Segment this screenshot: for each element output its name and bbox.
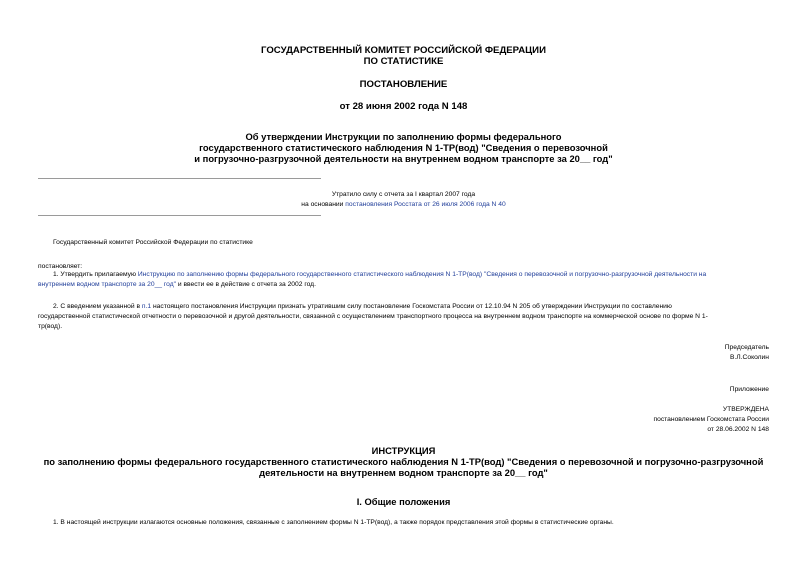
instruction-link-part2[interactable]: внутреннем водном транспорте за 20__ год" bbox=[38, 281, 177, 288]
approved-label: УТВЕРЖДЕНА bbox=[722, 406, 769, 413]
status-note-line2 bbox=[0, 200, 807, 209]
instruction-link-part1[interactable]: Инструкцию по заполнению формы федерального государственного статистического наблюдения N 1-ТР(вод) "Сведения о перевозочной и погрузочно-разгрузочной деятельности на bbox=[137, 271, 707, 278]
item-2-line3: тр(вод). bbox=[38, 323, 63, 330]
agency-name-line2: ПО СТАТИСТИКЕ bbox=[363, 56, 444, 67]
divider-top bbox=[38, 178, 321, 179]
instruction-heading: ИНСТРУКЦИЯ bbox=[371, 445, 436, 456]
issuer-text: Государственный комитет Российской Федерации по статистике bbox=[53, 239, 253, 246]
clause-1-link[interactable]: п.1 bbox=[141, 303, 152, 310]
signature-name: В.Л.Соколин bbox=[729, 354, 769, 361]
item-1 bbox=[38, 270, 770, 290]
item-1-line2 bbox=[38, 280, 770, 290]
item-2 bbox=[38, 302, 770, 332]
approved-by: постановлением Госкомстата России bbox=[653, 416, 769, 423]
status-note-line1: Утратило силу с отчета за I квартал 2007 года bbox=[331, 191, 476, 198]
resolves-text: постановляет: bbox=[38, 263, 83, 270]
document-title-line1: Об утверждении Инструкции по заполнению формы федерального bbox=[245, 131, 562, 142]
agency-name-line1: ГОСУДАРСТВЕННЫЙ КОМИТЕТ РОССИЙСКОЙ ФЕДЕРАЦИИ bbox=[261, 45, 546, 56]
item-2-prefix: 2. С введением указанной в bbox=[53, 303, 142, 310]
appendix-label: Приложение bbox=[729, 386, 769, 393]
divider-bottom bbox=[38, 215, 321, 216]
item-1-prefix: 1. Утвердить прилагаемую bbox=[53, 271, 138, 278]
document-title-line2: государственного статистического наблюдения N 1-ТР(вод) "Сведения о перевозочной bbox=[199, 142, 608, 153]
instruction-title-line1: по заполнению формы федерального государственного статистического наблюдения N 1-ТР(вод) "Сведения о перевозочной и погрузочно-разгрузочной bbox=[43, 456, 764, 467]
item-2-text-a: настоящего постановления Инструкции признать утратившим силу постановление Госкомстата России от 12.10.94 N 205 об утверждении Инструкции по составлению bbox=[151, 303, 672, 310]
item-2-line1 bbox=[38, 302, 770, 312]
item-2-line2: государственной статистической отчетности о перевозочной и другой деятельности, связанной с осуществлением транспортного процесса на внутреннем водном транспорте на коммерческой основе по форме N 1- bbox=[38, 313, 708, 320]
status-note-prefix: на основании bbox=[301, 201, 346, 208]
approved-date: от 28.06.2002 N 148 bbox=[707, 426, 769, 433]
section-1-item-1: 1. В настоящей инструкции излагаются основные положения, связанные с заполнением формы N 1-ТР(вод), а также порядок представления этой формы в статистические органы. bbox=[53, 519, 614, 526]
item-1-suffix: и ввести ее в действие с отчета за 2002 год. bbox=[176, 281, 316, 288]
signature-position: Председатель bbox=[724, 344, 769, 351]
instruction-title-line2: деятельности на внутреннем водном транспорте за 20__ год" bbox=[259, 467, 548, 478]
rosstat-resolution-link[interactable]: постановления Росстата от 26 июля 2006 года N 40 bbox=[345, 201, 506, 208]
document-type: ПОСТАНОВЛЕНИЕ bbox=[359, 79, 448, 90]
section-1-title: I. Общие положения bbox=[356, 496, 451, 507]
document-date: от 28 июня 2002 года N 148 bbox=[339, 101, 468, 112]
item-1-line1 bbox=[38, 270, 770, 280]
document-title-line3: и погрузочно-разгрузочной деятельности на внутреннем водном транспорте за 20__ год" bbox=[194, 153, 613, 164]
